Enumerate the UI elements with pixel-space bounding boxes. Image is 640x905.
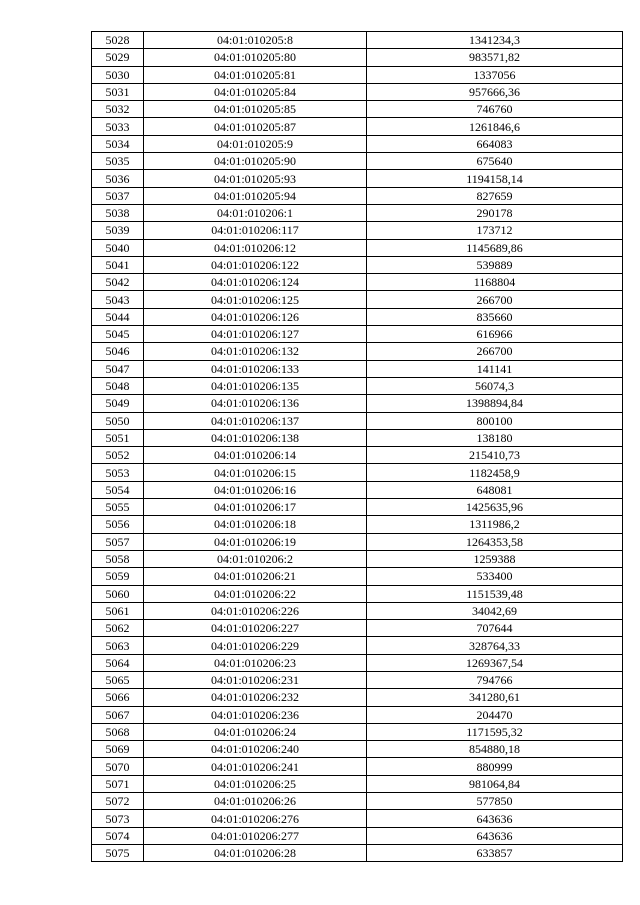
row-number-cell: 5037 bbox=[92, 187, 144, 204]
value-cell: 266700 bbox=[367, 291, 623, 308]
value-cell: 1341234,3 bbox=[367, 32, 623, 49]
row-number-cell: 5070 bbox=[92, 758, 144, 775]
value-cell: 1182458,9 bbox=[367, 464, 623, 481]
cadastral-number-cell: 04:01:010206:12 bbox=[144, 239, 367, 256]
row-number-cell: 5049 bbox=[92, 395, 144, 412]
cadastral-number-cell: 04:01:010206:17 bbox=[144, 499, 367, 516]
value-cell: 1168804 bbox=[367, 274, 623, 291]
row-number-cell: 5065 bbox=[92, 671, 144, 688]
row-number-cell: 5053 bbox=[92, 464, 144, 481]
cadastral-number-cell: 04:01:010205:8 bbox=[144, 32, 367, 49]
row-number-cell: 5075 bbox=[92, 844, 144, 861]
row-number-cell: 5058 bbox=[92, 550, 144, 567]
table-row bbox=[92, 671, 623, 688]
row-number-cell: 5048 bbox=[92, 377, 144, 394]
row-number-cell: 5034 bbox=[92, 135, 144, 152]
table-row bbox=[92, 222, 623, 239]
table-row bbox=[92, 101, 623, 118]
cadastral-number-cell: 04:01:010206:21 bbox=[144, 568, 367, 585]
table-row bbox=[92, 481, 623, 498]
table-row bbox=[92, 32, 623, 49]
row-number-cell: 5052 bbox=[92, 447, 144, 464]
cadastral-number-cell: 04:01:010205:84 bbox=[144, 83, 367, 100]
cadastral-number-cell: 04:01:010206:136 bbox=[144, 395, 367, 412]
table-row bbox=[92, 308, 623, 325]
cadastral-number-cell: 04:01:010206:227 bbox=[144, 620, 367, 637]
table-row bbox=[92, 204, 623, 221]
cadastral-number-cell: 04:01:010206:22 bbox=[144, 585, 367, 602]
table-row bbox=[92, 66, 623, 83]
cadastral-number-cell: 04:01:010206:24 bbox=[144, 723, 367, 740]
cadastral-number-cell: 04:01:010206:14 bbox=[144, 447, 367, 464]
cadastral-number-cell: 04:01:010206:15 bbox=[144, 464, 367, 481]
row-number-cell: 5057 bbox=[92, 533, 144, 550]
value-cell: 290178 bbox=[367, 204, 623, 221]
cadastral-number-cell: 04:01:010206:26 bbox=[144, 793, 367, 810]
table-row bbox=[92, 239, 623, 256]
row-number-cell: 5069 bbox=[92, 741, 144, 758]
value-cell: 1151539,48 bbox=[367, 585, 623, 602]
row-number-cell: 5044 bbox=[92, 308, 144, 325]
value-cell: 141141 bbox=[367, 360, 623, 377]
table-row bbox=[92, 256, 623, 273]
cadastral-number-cell: 04:01:010206:23 bbox=[144, 654, 367, 671]
cadastral-number-cell: 04:01:010206:16 bbox=[144, 481, 367, 498]
value-cell: 643636 bbox=[367, 827, 623, 844]
row-number-cell: 5055 bbox=[92, 499, 144, 516]
row-number-cell: 5041 bbox=[92, 256, 144, 273]
row-number-cell: 5039 bbox=[92, 222, 144, 239]
table-row bbox=[92, 585, 623, 602]
table-row bbox=[92, 723, 623, 740]
cadastral-number-cell: 04:01:010205:90 bbox=[144, 153, 367, 170]
value-cell: 328764,33 bbox=[367, 637, 623, 654]
value-cell: 1264353,58 bbox=[367, 533, 623, 550]
cadastral-number-cell: 04:01:010205:9 bbox=[144, 135, 367, 152]
value-cell: 675640 bbox=[367, 153, 623, 170]
value-cell: 1194158,14 bbox=[367, 170, 623, 187]
cadastral-number-cell: 04:01:010206:126 bbox=[144, 308, 367, 325]
row-number-cell: 5050 bbox=[92, 412, 144, 429]
cadastral-number-cell: 04:01:010206:241 bbox=[144, 758, 367, 775]
value-cell: 539889 bbox=[367, 256, 623, 273]
table-row bbox=[92, 810, 623, 827]
cadastral-number-cell: 04:01:010206:117 bbox=[144, 222, 367, 239]
row-number-cell: 5029 bbox=[92, 49, 144, 66]
row-number-cell: 5063 bbox=[92, 637, 144, 654]
cadastral-number-cell: 04:01:010205:87 bbox=[144, 118, 367, 135]
table-row bbox=[92, 499, 623, 516]
table-row bbox=[92, 689, 623, 706]
value-cell: 800100 bbox=[367, 412, 623, 429]
table-row bbox=[92, 412, 623, 429]
row-number-cell: 5040 bbox=[92, 239, 144, 256]
value-cell: 215410,73 bbox=[367, 447, 623, 464]
table-row bbox=[92, 741, 623, 758]
row-number-cell: 5054 bbox=[92, 481, 144, 498]
table-row bbox=[92, 377, 623, 394]
row-number-cell: 5032 bbox=[92, 101, 144, 118]
table-row bbox=[92, 326, 623, 343]
table-row bbox=[92, 602, 623, 619]
value-cell: 1171595,32 bbox=[367, 723, 623, 740]
value-cell: 341280,61 bbox=[367, 689, 623, 706]
value-cell: 204470 bbox=[367, 706, 623, 723]
value-cell: 1145689,86 bbox=[367, 239, 623, 256]
table-row bbox=[92, 550, 623, 567]
cadastral-number-cell: 04:01:010206:124 bbox=[144, 274, 367, 291]
table-row bbox=[92, 533, 623, 550]
value-cell: 957666,36 bbox=[367, 83, 623, 100]
cadastral-number-cell: 04:01:010206:229 bbox=[144, 637, 367, 654]
row-number-cell: 5038 bbox=[92, 204, 144, 221]
value-cell: 577850 bbox=[367, 793, 623, 810]
cadastral-number-cell: 04:01:010206:18 bbox=[144, 516, 367, 533]
table-row bbox=[92, 83, 623, 100]
cadastral-number-cell: 04:01:010205:94 bbox=[144, 187, 367, 204]
value-cell: 854880,18 bbox=[367, 741, 623, 758]
value-cell: 1261846,6 bbox=[367, 118, 623, 135]
table-row bbox=[92, 135, 623, 152]
row-number-cell: 5062 bbox=[92, 620, 144, 637]
value-cell: 1311986,2 bbox=[367, 516, 623, 533]
value-cell: 981064,84 bbox=[367, 775, 623, 792]
row-number-cell: 5051 bbox=[92, 429, 144, 446]
document-page bbox=[91, 31, 622, 862]
cadastral-number-cell: 04:01:010206:132 bbox=[144, 343, 367, 360]
table-row bbox=[92, 291, 623, 308]
value-cell: 1337056 bbox=[367, 66, 623, 83]
cadastral-number-cell: 04:01:010206:138 bbox=[144, 429, 367, 446]
row-number-cell: 5064 bbox=[92, 654, 144, 671]
row-number-cell: 5061 bbox=[92, 602, 144, 619]
table-row bbox=[92, 464, 623, 481]
value-cell: 1398894,84 bbox=[367, 395, 623, 412]
row-number-cell: 5030 bbox=[92, 66, 144, 83]
cadastral-number-cell: 04:01:010206:135 bbox=[144, 377, 367, 394]
value-cell: 533400 bbox=[367, 568, 623, 585]
row-number-cell: 5060 bbox=[92, 585, 144, 602]
row-number-cell: 5067 bbox=[92, 706, 144, 723]
table-row bbox=[92, 706, 623, 723]
value-cell: 1269367,54 bbox=[367, 654, 623, 671]
row-number-cell: 5059 bbox=[92, 568, 144, 585]
cadastral-number-cell: 04:01:010206:1 bbox=[144, 204, 367, 221]
cadastral-number-cell: 04:01:010205:85 bbox=[144, 101, 367, 118]
cadastral-number-cell: 04:01:010206:127 bbox=[144, 326, 367, 343]
table-row bbox=[92, 775, 623, 792]
table-row bbox=[92, 758, 623, 775]
table-row bbox=[92, 844, 623, 861]
value-cell: 173712 bbox=[367, 222, 623, 239]
row-number-cell: 5045 bbox=[92, 326, 144, 343]
table-row bbox=[92, 343, 623, 360]
table-row bbox=[92, 568, 623, 585]
row-number-cell: 5074 bbox=[92, 827, 144, 844]
cadastral-number-cell: 04:01:010206:236 bbox=[144, 706, 367, 723]
row-number-cell: 5068 bbox=[92, 723, 144, 740]
cadastral-number-cell: 04:01:010205:93 bbox=[144, 170, 367, 187]
cadastral-number-cell: 04:01:010206:125 bbox=[144, 291, 367, 308]
cadastral-number-cell: 04:01:010206:19 bbox=[144, 533, 367, 550]
row-number-cell: 5066 bbox=[92, 689, 144, 706]
table-row bbox=[92, 187, 623, 204]
row-number-cell: 5047 bbox=[92, 360, 144, 377]
value-cell: 746760 bbox=[367, 101, 623, 118]
value-cell: 1425635,96 bbox=[367, 499, 623, 516]
row-number-cell: 5072 bbox=[92, 793, 144, 810]
value-cell: 835660 bbox=[367, 308, 623, 325]
table-row bbox=[92, 620, 623, 637]
row-number-cell: 5043 bbox=[92, 291, 144, 308]
value-cell: 633857 bbox=[367, 844, 623, 861]
cadastral-number-cell: 04:01:010206:277 bbox=[144, 827, 367, 844]
table-row bbox=[92, 118, 623, 135]
table-row bbox=[92, 654, 623, 671]
cadastral-number-cell: 04:01:010206:226 bbox=[144, 602, 367, 619]
cadastral-number-cell: 04:01:010206:133 bbox=[144, 360, 367, 377]
value-cell: 266700 bbox=[367, 343, 623, 360]
cadastral-number-cell: 04:01:010205:81 bbox=[144, 66, 367, 83]
value-cell: 794766 bbox=[367, 671, 623, 688]
value-cell: 616966 bbox=[367, 326, 623, 343]
row-number-cell: 5028 bbox=[92, 32, 144, 49]
table-row bbox=[92, 637, 623, 654]
row-number-cell: 5073 bbox=[92, 810, 144, 827]
table-row bbox=[92, 360, 623, 377]
cadastral-number-cell: 04:01:010206:28 bbox=[144, 844, 367, 861]
value-cell: 983571,82 bbox=[367, 49, 623, 66]
table-row bbox=[92, 274, 623, 291]
value-cell: 643636 bbox=[367, 810, 623, 827]
cadastral-number-cell: 04:01:010205:80 bbox=[144, 49, 367, 66]
table-row bbox=[92, 170, 623, 187]
cadastral-number-cell: 04:01:010206:137 bbox=[144, 412, 367, 429]
cadastral-number-cell: 04:01:010206:122 bbox=[144, 256, 367, 273]
row-number-cell: 5036 bbox=[92, 170, 144, 187]
row-number-cell: 5031 bbox=[92, 83, 144, 100]
table-row bbox=[92, 153, 623, 170]
value-cell: 707644 bbox=[367, 620, 623, 637]
value-cell: 34042,69 bbox=[367, 602, 623, 619]
table-row bbox=[92, 516, 623, 533]
value-cell: 880999 bbox=[367, 758, 623, 775]
table-row bbox=[92, 793, 623, 810]
row-number-cell: 5035 bbox=[92, 153, 144, 170]
row-number-cell: 5046 bbox=[92, 343, 144, 360]
row-number-cell: 5056 bbox=[92, 516, 144, 533]
cadastral-number-cell: 04:01:010206:232 bbox=[144, 689, 367, 706]
table-row bbox=[92, 447, 623, 464]
cadastral-number-cell: 04:01:010206:25 bbox=[144, 775, 367, 792]
cadastral-number-cell: 04:01:010206:231 bbox=[144, 671, 367, 688]
row-number-cell: 5042 bbox=[92, 274, 144, 291]
value-cell: 664083 bbox=[367, 135, 623, 152]
table-row bbox=[92, 395, 623, 412]
row-number-cell: 5033 bbox=[92, 118, 144, 135]
value-cell: 138180 bbox=[367, 429, 623, 446]
cadastral-number-cell: 04:01:010206:2 bbox=[144, 550, 367, 567]
table-row bbox=[92, 827, 623, 844]
cadastral-number-cell: 04:01:010206:240 bbox=[144, 741, 367, 758]
cadastral-value-table bbox=[91, 31, 623, 862]
value-cell: 1259388 bbox=[367, 550, 623, 567]
table-row bbox=[92, 49, 623, 66]
value-cell: 827659 bbox=[367, 187, 623, 204]
cadastral-number-cell: 04:01:010206:276 bbox=[144, 810, 367, 827]
table-body bbox=[92, 32, 623, 862]
row-number-cell: 5071 bbox=[92, 775, 144, 792]
value-cell: 648081 bbox=[367, 481, 623, 498]
value-cell: 56074,3 bbox=[367, 377, 623, 394]
table-row bbox=[92, 429, 623, 446]
